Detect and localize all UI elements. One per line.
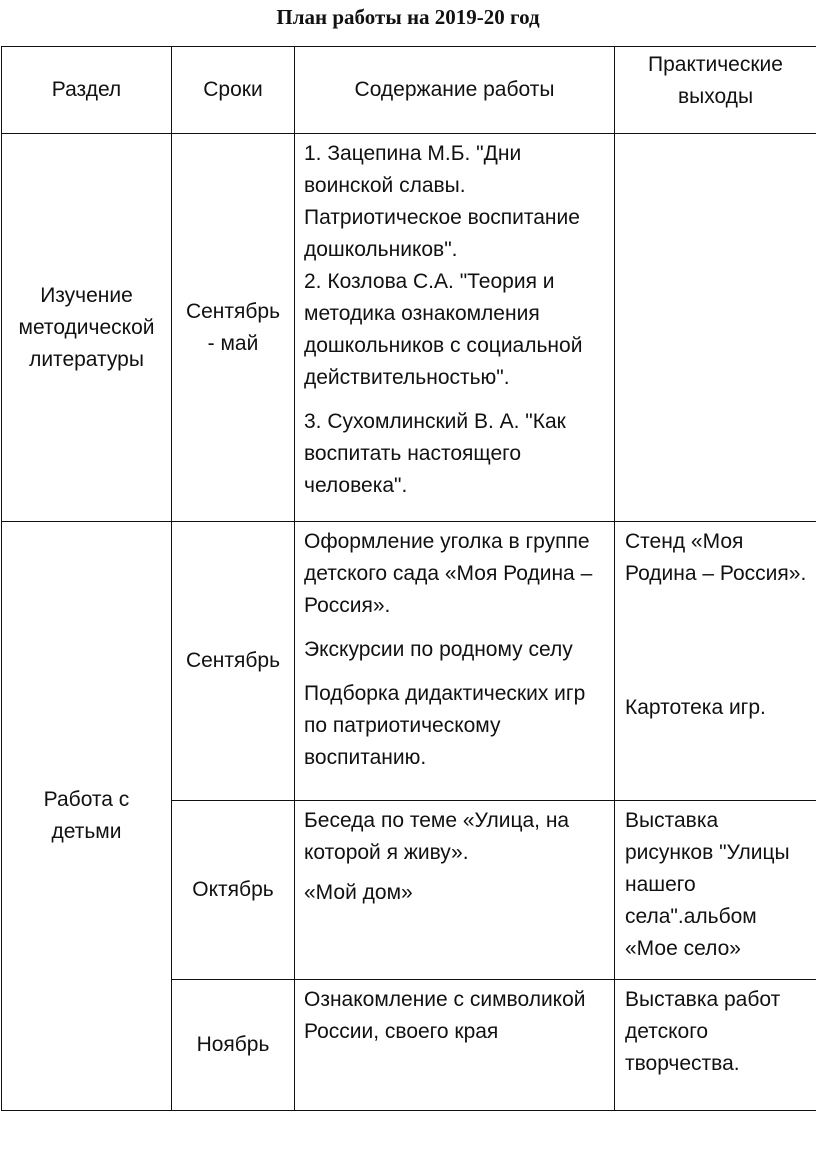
- table-row-literature: [2, 134, 816, 522]
- content-cell-september: [295, 522, 615, 801]
- section-label-line: Изучение: [40, 283, 133, 307]
- terms-cell-november: Ноябрь: [172, 980, 295, 1111]
- content-cell-november: Ознакомление с символикой России, своего края: [295, 980, 615, 1111]
- practical-cell-october: Выставка рисунков "Улицы нашего села".альбом «Мое село»: [615, 801, 816, 980]
- list-item: 1. Зацепина М.Б. "Дни воинской славы. Патриотическое воспитание дошкольников".: [304, 142, 580, 261]
- section-label-line: методической: [18, 315, 155, 339]
- terms-cell-october: Октябрь: [172, 801, 295, 980]
- header-practical: [615, 47, 816, 134]
- header-content: [295, 47, 615, 134]
- section-label-line: литературы: [29, 347, 144, 371]
- terms-label-line: - май: [207, 331, 259, 355]
- list-item: Картотека игр.: [625, 696, 766, 719]
- list-item: Подборка дидактических игр по патриотическому воспитанию.: [304, 682, 586, 769]
- header-row: [2, 47, 816, 134]
- section-cell-children: [2, 522, 172, 1111]
- list-item: Беседа по теме «Улица, на которой я живу».: [304, 809, 570, 864]
- list-item: Стенд «Моя Родина – Россия».: [625, 530, 807, 585]
- list-item: 3. Сухомлинский В. А. "Как воспитать настоящего человека".: [304, 410, 566, 497]
- practical-cell-literature: [615, 134, 816, 522]
- header-content-label: Содержание работы: [354, 78, 555, 101]
- section-label-line: Работа с: [43, 788, 130, 811]
- header-practical-line-1: Практические: [648, 53, 783, 76]
- list-item: Экскурсии по родному селу: [304, 638, 573, 661]
- practical-cell-september: [615, 522, 816, 801]
- header-terms-label: Сроки: [203, 78, 263, 101]
- section-cell-literature: [2, 134, 172, 522]
- list-item: «Мой дом»: [304, 881, 413, 904]
- content-cell-literature: [295, 134, 615, 522]
- list-item: Оформление уголка в группе детского сада «Моя Родина – Россия».: [304, 530, 593, 617]
- terms-cell-literature: [172, 134, 295, 522]
- terms-label-line: Сентябрь: [185, 299, 281, 323]
- work-plan-table: [1, 46, 816, 1111]
- content-cell-october: [295, 801, 615, 980]
- header-terms: [172, 47, 295, 134]
- header-practical-line-2: выходы: [677, 85, 754, 108]
- list-item: 2. Козлова С.А. "Теория и методика ознакомления дошкольников с социальной действительностью".: [304, 270, 583, 389]
- header-section: [2, 47, 172, 134]
- header-section-label: Раздел: [51, 78, 122, 101]
- page-title: План работы на 2019-20 год: [276, 5, 540, 29]
- table-row-september: [2, 522, 816, 801]
- section-label-line: детьми: [51, 820, 122, 843]
- terms-cell-september: Сентябрь: [172, 522, 295, 801]
- practical-cell-november: Выставка работ детского творчества.: [615, 980, 816, 1111]
